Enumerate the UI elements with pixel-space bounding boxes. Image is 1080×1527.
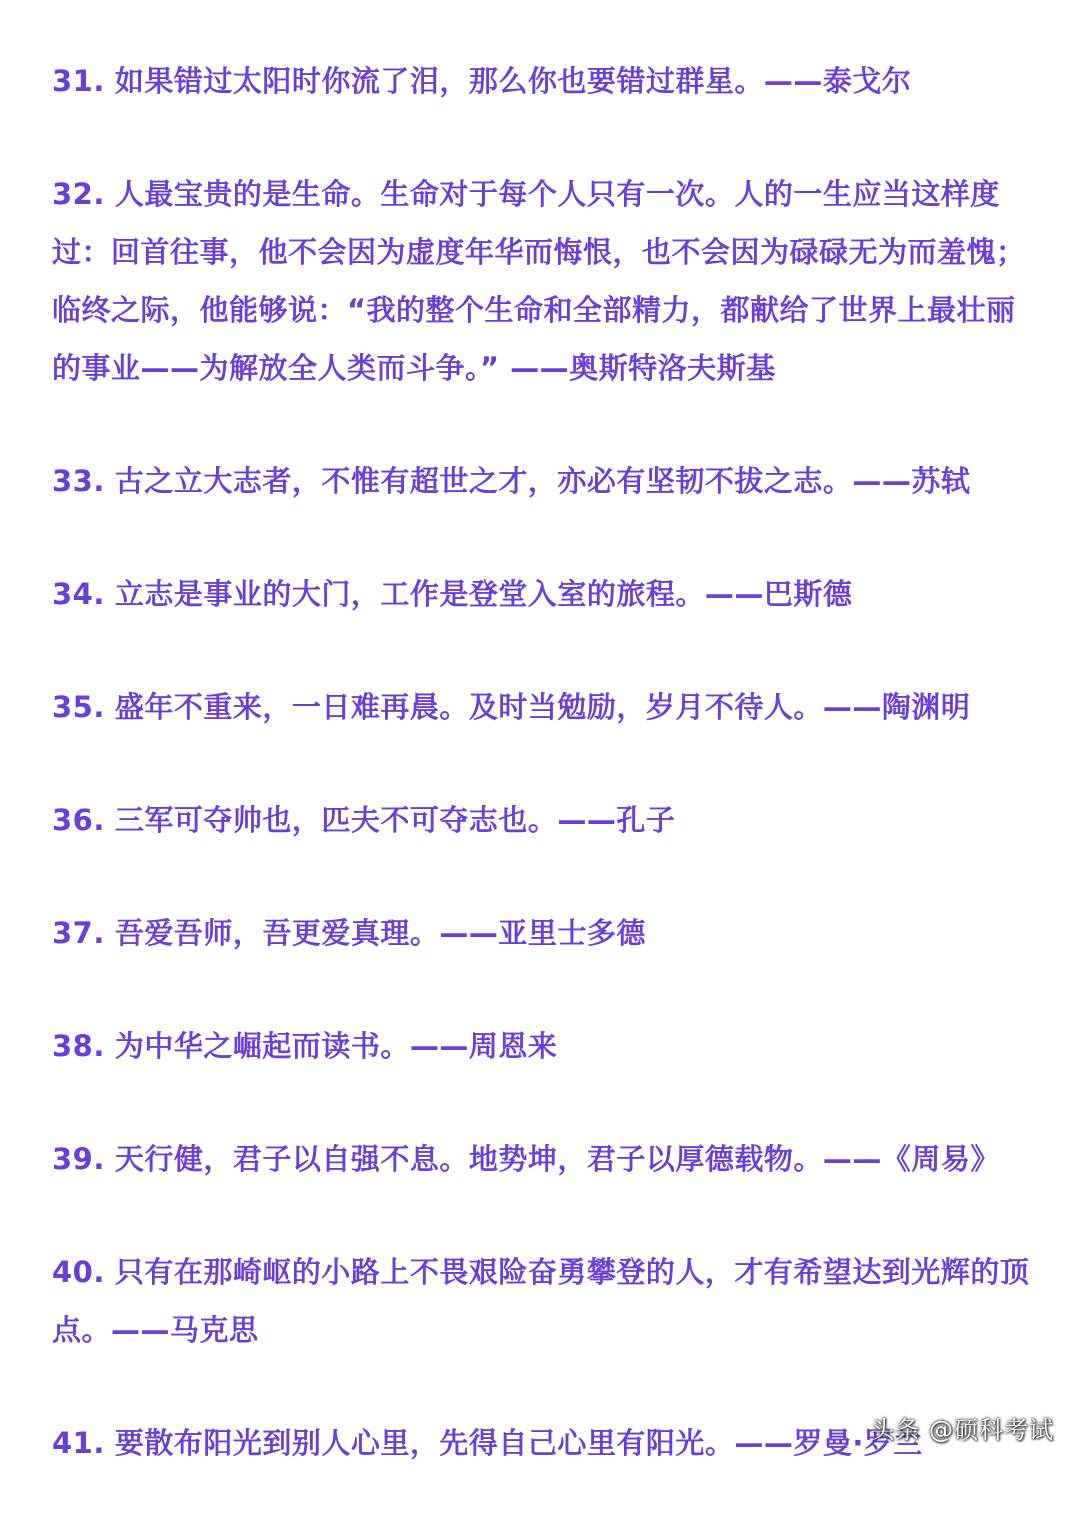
quote-37 — [52, 904, 1032, 962]
quote-32 — [52, 165, 1032, 397]
quote-number: 32. — [52, 177, 105, 211]
quote-33 — [52, 452, 1032, 510]
quote-text: 人最宝贵的是生命。生命对于每个人只有一次。人的一生应当这样度过：回首往事，他不会因为虚度年华而悔恨，也不会因为碌碌无为而羞愧；临终之际，他能够说：“我的整个生命和全部精力，都献给了世界上最壮丽的事业——为解放全人类而斗争。” ——奥斯特洛夫斯基 — [52, 177, 1026, 385]
quote-31 — [52, 52, 1032, 110]
quote-number: 31. — [52, 64, 105, 98]
quote-number: 35. — [52, 690, 105, 724]
quote-34 — [52, 565, 1032, 623]
quote-36 — [52, 791, 1032, 849]
quote-text: 天行健，君子以自强不息。地势坤，君子以厚德载物。——《周易》 — [114, 1142, 1000, 1176]
quote-text: 立志是事业的大门，工作是登堂入室的旅程。——巴斯德 — [114, 577, 853, 611]
quote-text: 如果错过太阳时你流了泪，那么你也要错过群星。——泰戈尔 — [114, 64, 912, 98]
quote-text: 三军可夺帅也，匹夫不可夺志也。——孔子 — [114, 803, 676, 837]
quote-number: 39. — [52, 1142, 105, 1176]
quote-text: 古之立大志者，不惟有超世之才，亦必有坚韧不拔之志。——苏轼 — [114, 464, 971, 498]
quote-number: 38. — [52, 1029, 105, 1063]
quote-38 — [52, 1017, 1032, 1075]
quote-39 — [52, 1130, 1032, 1188]
quote-number: 36. — [52, 803, 105, 837]
quote-35 — [52, 678, 1032, 736]
quote-text: 盛年不重来，一日难再晨。及时当勉励，岁月不待人。——陶渊明 — [114, 690, 971, 724]
quote-list — [52, 52, 1032, 1527]
quote-number: 41. — [52, 1426, 105, 1460]
quote-40 — [52, 1243, 1032, 1359]
quote-number: 34. — [52, 577, 105, 611]
quote-number: 40. — [52, 1255, 105, 1289]
quote-number: 37. — [52, 916, 105, 950]
quote-text: 要散布阳光到别人心里，先得自己心里有阳光。——罗曼·罗兰 — [114, 1426, 923, 1460]
quote-number: 33. — [52, 464, 105, 498]
quote-text: 为中华之崛起而读书。——周恩来 — [114, 1029, 558, 1063]
quote-text: 只有在那崎岖的小路上不畏艰险奋勇攀登的人，才有希望达到光辉的顶点。——马克思 — [52, 1255, 1030, 1347]
watermark: 头条 @硕科考试 — [870, 1416, 1054, 1444]
quote-text: 吾爱吾师，吾更爱真理。——亚里士多德 — [114, 916, 646, 950]
